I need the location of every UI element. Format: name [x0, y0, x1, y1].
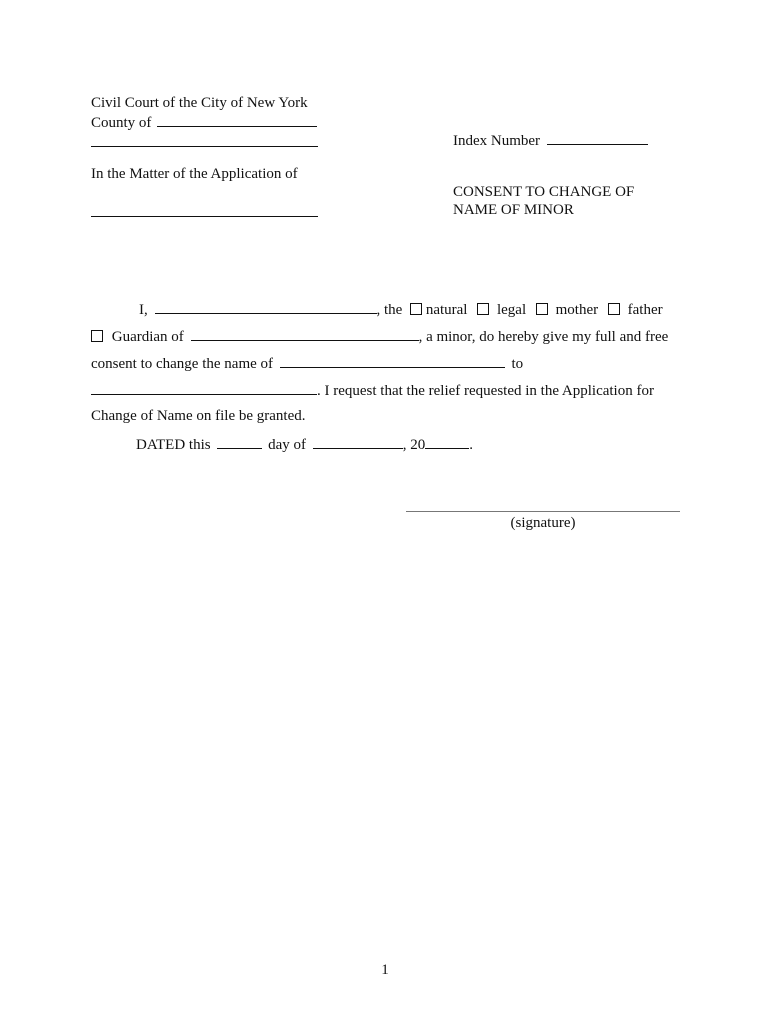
new-name-field[interactable]: [91, 380, 317, 395]
father-label: father: [627, 302, 663, 318]
document-title-line1: CONSENT TO CHANGE OF: [453, 184, 635, 200]
county-line: [91, 112, 317, 132]
applicant-name-field[interactable]: [91, 216, 318, 217]
parent-name-field[interactable]: [155, 299, 377, 314]
mother-label: mother: [555, 302, 599, 318]
month-field[interactable]: [313, 434, 403, 449]
legal-checkbox[interactable]: [477, 303, 489, 315]
consent-line-4: [91, 380, 654, 400]
year-field[interactable]: [425, 434, 469, 449]
county-field[interactable]: [157, 112, 317, 127]
mother-checkbox[interactable]: [536, 303, 548, 315]
index-number-line: [453, 130, 648, 150]
consent-line-3: [91, 353, 523, 373]
to-label: to: [511, 356, 524, 372]
county-extra-line[interactable]: [91, 146, 318, 147]
document-title-line2: NAME OF MINOR: [453, 202, 574, 218]
father-checkbox[interactable]: [608, 303, 620, 315]
court-name: Civil Court of the City of New York: [91, 95, 308, 111]
i-label: I,: [139, 302, 148, 318]
index-number-label: Index Number: [453, 133, 541, 149]
day-field[interactable]: [217, 434, 262, 449]
consent-text: consent to change the name of: [91, 356, 274, 372]
page-number: 1: [381, 962, 389, 978]
signature-label: (signature): [510, 515, 576, 531]
minor-text: , a minor, do hereby give my full and free: [418, 329, 669, 345]
natural-label: natural: [425, 302, 468, 318]
year-prefix: , 20: [402, 437, 426, 453]
dated-label: DATED this: [136, 437, 211, 453]
county-label: County of: [91, 115, 152, 131]
consent-line-1: [139, 299, 663, 319]
guardian-label: Guardian of: [111, 329, 184, 345]
guardian-checkbox[interactable]: [91, 330, 103, 342]
natural-checkbox[interactable]: [410, 303, 422, 315]
current-name-field[interactable]: [280, 353, 505, 368]
the-label: , the: [376, 302, 403, 318]
signature-line[interactable]: [406, 511, 680, 512]
change-text: Change of Name on file be granted.: [91, 408, 306, 424]
dated-line: [136, 434, 473, 454]
legal-label: legal: [496, 302, 527, 318]
matter-label: In the Matter of the Application of: [91, 166, 298, 182]
consent-line-2: [91, 326, 668, 346]
request-text: . I request that the relief requested in the Application for: [317, 383, 654, 399]
dated-period: .: [469, 437, 473, 453]
day-of-label: day of: [268, 437, 306, 453]
minor-guardian-field[interactable]: [191, 326, 419, 341]
index-number-field[interactable]: [547, 130, 648, 145]
